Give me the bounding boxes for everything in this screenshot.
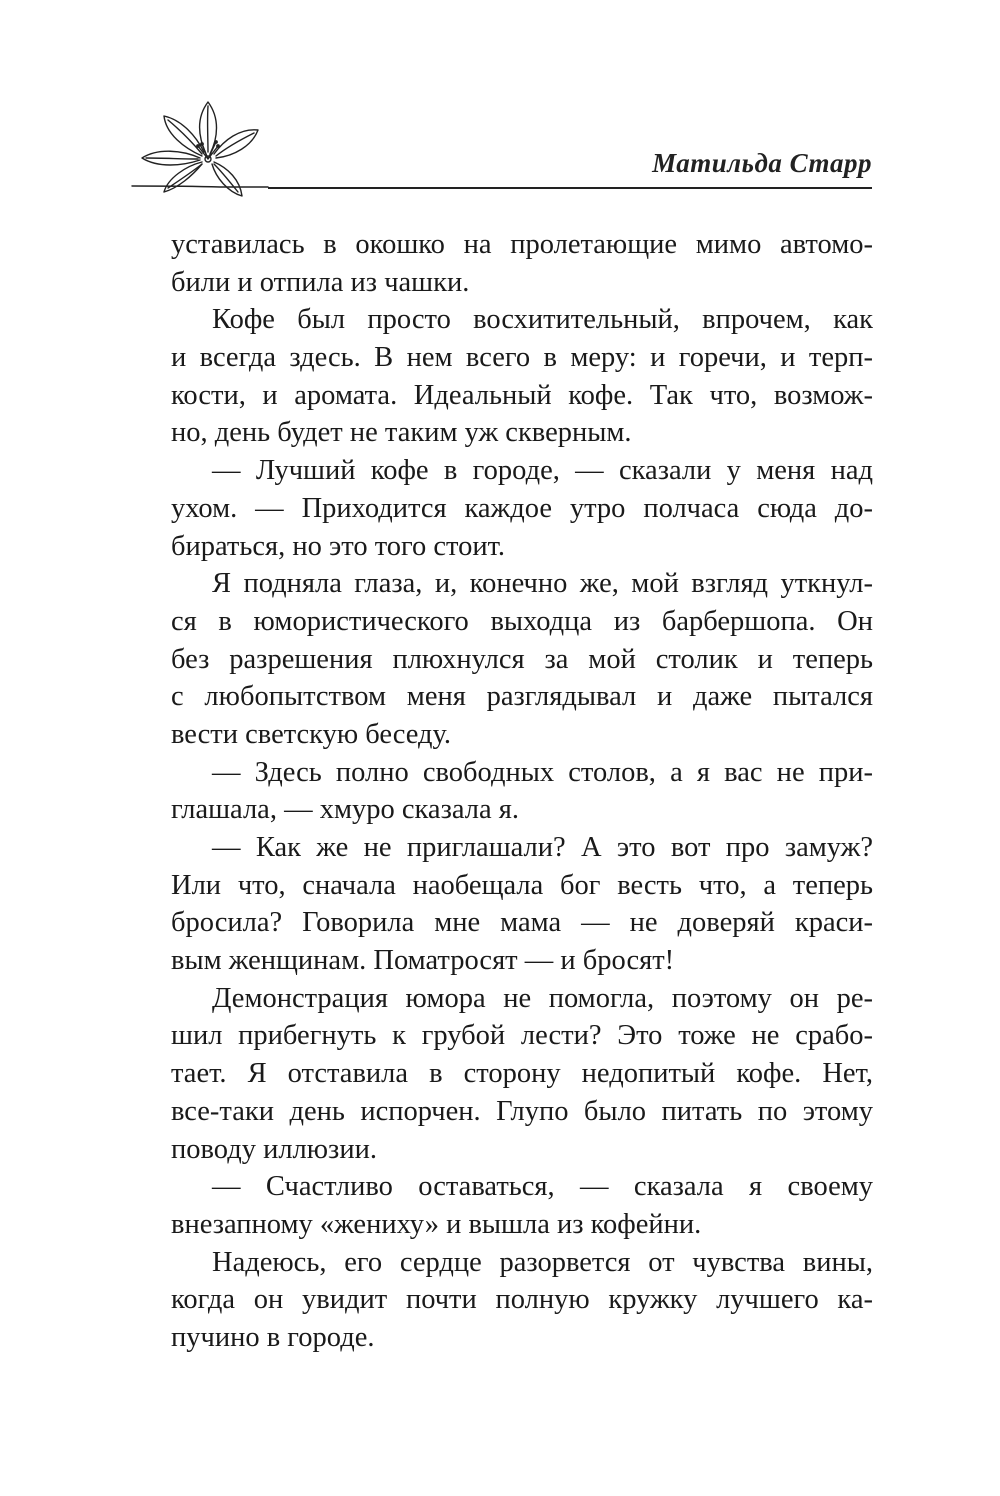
text-line: вым женщинам. Поматросят — и бросят! <box>171 945 675 977</box>
text-line: Кофе был просто восхитительный, впрочем, как <box>212 304 873 336</box>
text-line: — Здесь полно свободных столов, а я вас не при- <box>212 756 873 788</box>
page-header <box>0 0 1000 200</box>
body-text <box>171 226 873 1357</box>
flower-ornament-icon <box>128 96 278 206</box>
text-line: поводу иллюзии. <box>171 1133 377 1165</box>
text-line: глашала, — хмуро сказала я. <box>171 794 519 826</box>
text-line: — Как же не приглашали? А это вот про замуж? <box>212 832 873 863</box>
text-line: и всегда здесь. В нем всего в меру: и горечи, и терп- <box>171 342 873 374</box>
header-rule <box>268 187 872 189</box>
text-line: без разрешения плюхнулся за мой столик и теперь <box>171 643 873 675</box>
text-line: бираться, но это того стоит. <box>171 530 506 562</box>
text-line: когда он увидит почти полную кружку лучшего ка- <box>171 1284 873 1316</box>
text-line: кости, и аромата. Идеальный кофе. Так что, возмож- <box>171 379 873 411</box>
text-line: били и отпила из чашки. <box>171 266 470 298</box>
text-line: — Лучший кофе в городе, — сказали у меня над <box>212 455 873 487</box>
running-title: Матильда Старр <box>652 148 872 178</box>
text-line: Демонстрация юмора не помогла, поэтому он ре- <box>212 982 873 1014</box>
text-line: уставилась в окошко на пролетающие мимо автомо- <box>171 229 873 260</box>
text-line: Или что, сначала наобещала бог весть что, а теперь <box>171 869 873 901</box>
text-line: пучино в городе. <box>171 1321 375 1353</box>
text-line: с любопытством меня разглядывал и даже пытался <box>171 681 873 713</box>
text-line: ухом. — Приходится каждое утро полчаса сюда до- <box>171 492 873 524</box>
text-line: Я подняла глаза, и, конечно же, мой взгляд уткнул- <box>212 568 873 600</box>
text-line: ся в юмористического выходца из барбершопа. Он <box>171 605 873 637</box>
text-line: вести светскую беседу. <box>171 718 452 750</box>
text-line: но, день будет не таким уж скверным. <box>171 417 632 449</box>
text-line: внезапному «жениху» и вышла из кофейни. <box>171 1208 702 1240</box>
text-line: тает. Я отставила в сторону недопитый кофе. Нет, <box>171 1058 873 1090</box>
text-line: шил прибегнуть к грубой лести? Это тоже не срабо- <box>171 1020 873 1052</box>
text-line: все-таки день испорчен. Глупо было питать по этому <box>171 1095 873 1127</box>
text-line: — Счастливо оставаться, — сказала я своему <box>212 1171 873 1203</box>
text-line: Надеюсь, его сердце разорвется от чувства вины, <box>212 1246 873 1278</box>
text-line: бросила? Говорила мне мама — не доверяй краси- <box>171 907 873 939</box>
